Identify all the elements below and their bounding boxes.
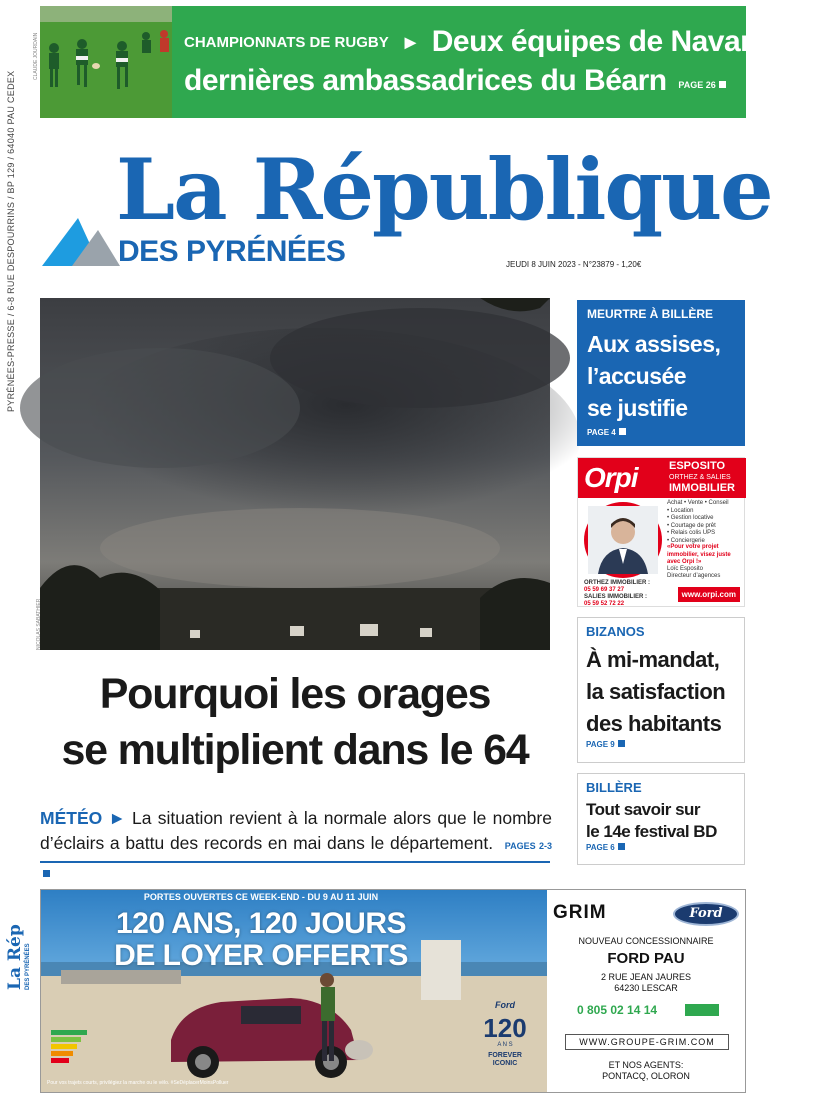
teaser-page-ref: PAGE 4 bbox=[587, 428, 735, 437]
arrow-right-icon: ► bbox=[400, 32, 420, 54]
service-item: Achat • Vente • Conseil bbox=[667, 500, 729, 506]
contact-name: Loïc Esposito bbox=[667, 566, 704, 572]
free-call-badge bbox=[685, 1004, 719, 1016]
mini-masthead-logo bbox=[5, 924, 31, 990]
teaser-title bbox=[586, 644, 736, 740]
dealer-agents-list: PONTACQ, OLORON bbox=[602, 1071, 690, 1081]
ad-visual bbox=[41, 890, 547, 1092]
square-bullet-icon bbox=[619, 428, 626, 435]
main-photo-credit: NICOLAS SABATHIER bbox=[36, 598, 42, 650]
teaser-billere-murder[interactable] bbox=[577, 300, 745, 446]
grim-logo: GRIM bbox=[553, 902, 607, 923]
ad-headline-line: 120 ANS, 120 JOURS bbox=[115, 907, 407, 940]
ford-advertisement[interactable] bbox=[40, 889, 746, 1093]
ad-headline-line: DE LOYER OFFERTS bbox=[114, 939, 408, 972]
ford-script-logo: Ford bbox=[495, 1000, 515, 1010]
ad-open-days: PORTES OUVERTES CE WEEK-END - DU 9 AU 11 JUIN bbox=[143, 892, 379, 902]
teaser-title-line: Aux assises, bbox=[587, 331, 721, 357]
publisher-address: PYRÉNÉES-PRESSE / 6-8 RUE DESPOURRINS / BP 129 / 64040 PAU CEDEX bbox=[6, 70, 16, 412]
square-bullet-icon bbox=[618, 843, 625, 850]
masthead-title[interactable]: La République bbox=[116, 140, 772, 239]
ford-oval-logo: Ford bbox=[673, 902, 739, 926]
orpi-phones bbox=[584, 580, 650, 608]
teaser-bizanos[interactable] bbox=[577, 617, 745, 763]
banner-text bbox=[184, 24, 813, 105]
teaser-page-ref: PAGE 9 bbox=[586, 740, 736, 749]
teaser-page-ref: PAGE 6 bbox=[586, 843, 736, 852]
teaser-kicker: BILLÈRE bbox=[586, 780, 642, 795]
rugby-photo bbox=[40, 6, 172, 118]
dealer-phone[interactable]: 0 805 02 14 14 bbox=[577, 1003, 658, 1017]
orpi-services bbox=[667, 500, 743, 545]
mountain-logo-icon bbox=[42, 208, 120, 266]
contact-role: Directeur d’agences bbox=[667, 573, 721, 579]
main-page-ref: PAGES 2-3 bbox=[40, 841, 552, 879]
dealer-name: FORD PAU bbox=[607, 950, 685, 967]
dealer-agents-label: ET NOS AGENTS: bbox=[608, 1060, 684, 1070]
iconic-text: ICONIC bbox=[492, 1060, 518, 1067]
dateline: JEUDI 8 JUIN 2023 - N°23879 - 1,20€ bbox=[506, 260, 642, 269]
square-bullet-icon bbox=[618, 740, 625, 747]
storm-photo[interactable] bbox=[40, 298, 550, 650]
teaser-title-line: la satisfaction bbox=[586, 679, 726, 704]
headline-line1: Pourquoi les orages bbox=[99, 670, 491, 718]
banner-page-ref: PAGE 26 bbox=[678, 80, 725, 90]
meteo-kicker: MÉTÉO bbox=[40, 808, 103, 828]
banner-title-line1: Deux équipes de Navarrenx bbox=[431, 25, 813, 58]
service-item: • Relais colis UPS bbox=[667, 530, 716, 536]
salies-label: SALIES IMMOBILIER : bbox=[584, 594, 647, 600]
dealer-website-link[interactable]: WWW.GROUPE-GRIM.COM bbox=[565, 1034, 729, 1050]
agent-portrait bbox=[584, 502, 662, 578]
anniversary-number: 120 bbox=[483, 1013, 527, 1043]
orpi-agency bbox=[669, 460, 735, 495]
anniversary-ans: A N S bbox=[497, 1042, 513, 1048]
banner-title-line2: dernières ambassadrices du Béarn bbox=[184, 64, 667, 97]
rugby-teaser-banner[interactable] bbox=[40, 6, 813, 118]
agency-name: ESPOSITO bbox=[669, 460, 726, 472]
teaser-title-line: À mi-mandat, bbox=[586, 647, 720, 672]
orpi-ad[interactable] bbox=[577, 457, 745, 607]
teaser-title-line: l’accusée bbox=[587, 363, 687, 389]
teaser-billere-bd-festival[interactable] bbox=[577, 773, 745, 865]
mini-logo-sub: DES PYRÉNÉES bbox=[25, 943, 31, 990]
headline-line2: se multiplient dans le 64 bbox=[61, 726, 529, 774]
arrow-right-icon: ► bbox=[108, 808, 126, 828]
ad-legal-mention: Pour vos trajets courts, privilégiez la marche ou le vélo. #SeDéplacerMoinsPolluer bbox=[47, 1080, 229, 1086]
agency-place: ORTHEZ & SALIES bbox=[669, 474, 731, 481]
orthez-label: ORTHEZ IMMOBILIER : bbox=[584, 580, 650, 586]
divider bbox=[40, 861, 550, 863]
mini-logo-name: La Rép bbox=[5, 924, 25, 990]
banner-kicker: CHAMPIONNATS DE RUGBY bbox=[184, 34, 389, 51]
orpi-signature bbox=[667, 566, 743, 580]
teaser-kicker: MEURTRE À BILLÈRE bbox=[587, 307, 713, 321]
teaser-title-line: le 14e festival BD bbox=[586, 822, 717, 841]
teaser-kicker: BIZANOS bbox=[586, 624, 645, 639]
teaser-title-line: Tout savoir sur bbox=[586, 800, 701, 819]
orpi-logo: Orpi bbox=[584, 462, 638, 493]
service-item: • Gestion locative bbox=[667, 515, 714, 521]
teaser-title-line: des habitants bbox=[586, 711, 722, 736]
dealer-tagline: NOUVEAU CONCESSIONNAIRE bbox=[578, 936, 714, 946]
orpi-quote: «Pour votre projet immobilier, visez juste avec Orpi !» bbox=[667, 544, 731, 565]
ad-headline bbox=[41, 908, 481, 972]
square-bullet-icon bbox=[719, 81, 726, 88]
square-bullet-icon bbox=[43, 870, 50, 877]
agency-type: IMMOBILIER bbox=[669, 482, 735, 494]
main-headline[interactable] bbox=[40, 666, 550, 778]
orthez-phone[interactable]: 05 59 69 37 27 bbox=[584, 587, 625, 593]
banner-photo-credit: CLAUDE JOURDAIN bbox=[33, 32, 39, 80]
masthead-subtitle: DES PYRÉNÉES bbox=[118, 235, 346, 268]
teaser-title bbox=[586, 799, 736, 843]
forever-text: FOREVER bbox=[488, 1052, 522, 1059]
dealer-panel bbox=[547, 890, 745, 1092]
service-item: • Courtage de prêt bbox=[667, 522, 716, 529]
orpi-website-link[interactable]: www.orpi.com bbox=[678, 587, 740, 602]
service-item: • Conciergerie bbox=[667, 537, 705, 544]
dealer-address-city: 64230 LESCAR bbox=[614, 983, 678, 993]
teaser-title bbox=[587, 328, 735, 424]
forever-iconic bbox=[471, 1052, 539, 1068]
main-lede bbox=[40, 806, 552, 887]
service-item: • Location bbox=[667, 507, 694, 514]
lede-text: La situation revient à la normale alors que le nombre d’éclairs a battu des records en mai dans le département. bbox=[40, 808, 552, 853]
salies-phone[interactable]: 05 59 52 72 22 bbox=[584, 601, 625, 607]
teaser-title-line: se justifie bbox=[587, 395, 688, 421]
dealer-address-street: 2 RUE JEAN JAURES bbox=[600, 972, 692, 982]
